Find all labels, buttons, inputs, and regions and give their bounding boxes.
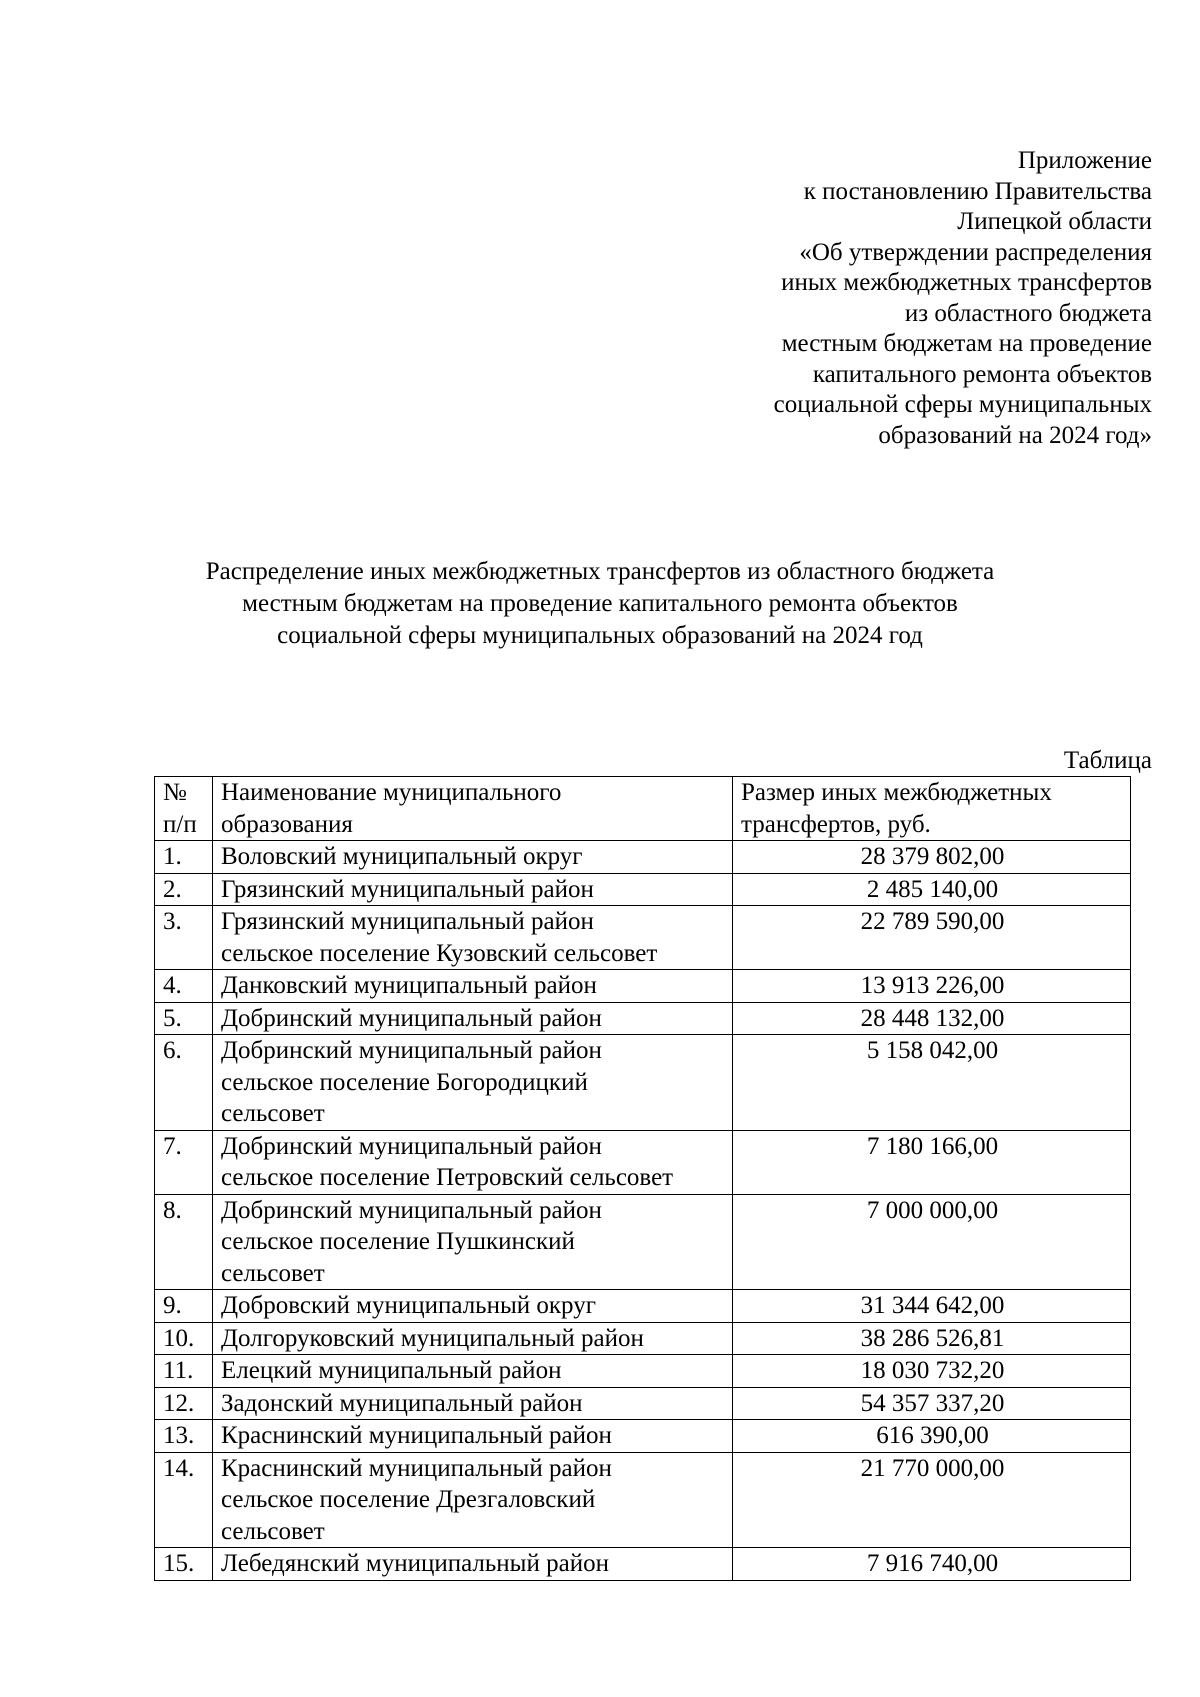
row-amount: 7 916 740,00 [733, 1548, 1131, 1581]
row-number: 3. [155, 906, 213, 970]
row-amount: 54 357 337,20 [733, 1387, 1131, 1420]
row-municipality [213, 1002, 733, 1035]
appendix-line: Липецкой области [957, 208, 1152, 235]
municipality-line: Задонский муниципальный район [221, 1389, 583, 1417]
header-amount [733, 777, 1131, 841]
row-number: 13. [155, 1420, 213, 1453]
table-row [155, 1130, 1131, 1194]
header-name-line: образования [221, 810, 353, 838]
appendix-line: капитального ремонта объектов [812, 360, 1152, 388]
municipality-line: Елецкий муниципальный район [221, 1357, 562, 1384]
table-row [155, 1194, 1131, 1290]
municipality-line: Воловский муниципальный округ [221, 843, 583, 870]
table-label: Таблица [1063, 747, 1152, 774]
row-number: 7. [155, 1130, 213, 1194]
header-number-line: п/п [163, 810, 197, 838]
table-row [155, 906, 1131, 970]
row-municipality [213, 1387, 733, 1420]
table-body [155, 841, 1131, 1581]
row-number: 14. [155, 1452, 213, 1548]
row-number: 6. [155, 1035, 213, 1131]
row-amount: 38 286 526,81 [733, 1322, 1131, 1355]
row-amount: 7 000 000,00 [733, 1194, 1131, 1290]
municipality-line: Краснинский муниципальный район [221, 1422, 612, 1449]
municipality-line: сельское поселение Пушкинский [221, 1228, 575, 1255]
header-number [155, 777, 213, 841]
row-number: 11. [155, 1355, 213, 1388]
row-number: 8. [155, 1194, 213, 1290]
row-municipality [213, 1035, 733, 1131]
row-municipality [213, 1290, 733, 1323]
header-name-line: Наименование муниципального [221, 779, 562, 806]
municipality-line: Лебедянский муниципальный район [221, 1550, 609, 1577]
municipality-line: Грязинский муниципальный район [221, 875, 594, 903]
row-number: 10. [155, 1322, 213, 1355]
title-line: Распределение иных межбюджетных трансфертов из областного бюджета [205, 558, 995, 585]
row-amount: 7 180 166,00 [733, 1130, 1131, 1194]
appendix-line: Приложение [1017, 147, 1152, 174]
table-row [155, 1387, 1131, 1420]
municipality-line: Добринский муниципальный район [221, 1037, 602, 1064]
row-municipality [213, 873, 733, 906]
table-row [155, 873, 1131, 906]
municipality-line: Долгоруковский муниципальный район [221, 1324, 644, 1352]
municipality-line: сельское поселение Дрезгаловский [221, 1486, 596, 1513]
table-row [155, 1035, 1131, 1131]
row-amount: 28 448 132,00 [733, 1002, 1131, 1035]
municipality-line: Данковский муниципальный район [221, 972, 597, 999]
appendix-line: образований на 2024 год» [878, 421, 1152, 449]
row-municipality [213, 1548, 733, 1581]
distribution-table [154, 776, 1131, 1581]
row-municipality [213, 1452, 733, 1548]
appendix-line: местным бюджетам на проведение [781, 330, 1152, 357]
row-municipality [213, 970, 733, 1003]
table-row [155, 1355, 1131, 1388]
row-amount: 28 379 802,00 [733, 841, 1131, 874]
municipality-line: сельское поселение Богородицкий [221, 1068, 588, 1096]
appendix-line: иных межбюджетных трансфертов [781, 269, 1152, 296]
table-row [155, 841, 1131, 874]
row-number: 9. [155, 1290, 213, 1323]
appendix-line: социальной сферы муниципальных [773, 391, 1152, 418]
municipality-line: сельсовет [221, 1259, 325, 1287]
table-row [155, 1452, 1131, 1548]
table-row [155, 970, 1131, 1003]
header-name [213, 777, 733, 841]
row-amount: 22 789 590,00 [733, 906, 1131, 970]
table-row [155, 1420, 1131, 1453]
document-title [0, 556, 1200, 652]
appendix-header [592, 146, 1152, 451]
appendix-line: к постановлению Правительства [803, 177, 1152, 205]
municipality-line: сельсовет [221, 1517, 325, 1545]
row-amount: 31 344 642,00 [733, 1290, 1131, 1323]
row-municipality [213, 1194, 733, 1290]
municipality-line: Краснинский муниципальный район [221, 1454, 612, 1482]
title-line: социальной сферы муниципальных образований на 2024 год [277, 622, 923, 649]
row-amount: 5 158 042,00 [733, 1035, 1131, 1131]
municipality-line: Добринский муниципальный район [221, 1196, 602, 1224]
municipality-line: сельское поселение Петровский сельсовет [221, 1164, 674, 1191]
row-number: 5. [155, 1002, 213, 1035]
table-header-row [155, 777, 1131, 841]
row-number: 12. [155, 1387, 213, 1420]
row-amount: 18 030 732,20 [733, 1355, 1131, 1388]
municipality-line: сельское поселение Кузовский сельсовет [221, 939, 658, 967]
row-municipality [213, 1322, 733, 1355]
header-amount-line: трансфертов, руб. [741, 810, 931, 838]
row-amount: 21 770 000,00 [733, 1452, 1131, 1548]
table-row [155, 1002, 1131, 1035]
municipality-line: Добринский муниципальный район [221, 1004, 602, 1032]
appendix-line: из областного бюджета [904, 299, 1152, 327]
municipality-line: Добровский муниципальный округ [221, 1292, 596, 1319]
table-row [155, 1322, 1131, 1355]
municipality-line: Грязинский муниципальный район [221, 908, 594, 935]
row-number: 1. [155, 841, 213, 874]
appendix-line: «Об утверждении распределения [799, 238, 1152, 266]
row-amount: 616 390,00 [733, 1420, 1131, 1453]
row-municipality [213, 1355, 733, 1388]
municipality-line: Добринский муниципальный район [221, 1132, 602, 1160]
row-municipality [213, 1130, 733, 1194]
row-number: 4. [155, 970, 213, 1003]
row-amount: 2 485 140,00 [733, 873, 1131, 906]
row-number: 2. [155, 873, 213, 906]
table-row [155, 1290, 1131, 1323]
row-municipality [213, 1420, 733, 1453]
municipality-line: сельсовет [221, 1100, 325, 1127]
row-municipality [213, 906, 733, 970]
header-number-line: № [163, 779, 187, 806]
row-number: 15. [155, 1548, 213, 1581]
table-row [155, 1548, 1131, 1581]
title-line: местным бюджетам на проведение капитального ремонта объектов [242, 590, 958, 617]
row-amount: 13 913 226,00 [733, 970, 1131, 1003]
header-amount-line: Размер иных межбюджетных [741, 779, 1052, 806]
row-municipality [213, 841, 733, 874]
